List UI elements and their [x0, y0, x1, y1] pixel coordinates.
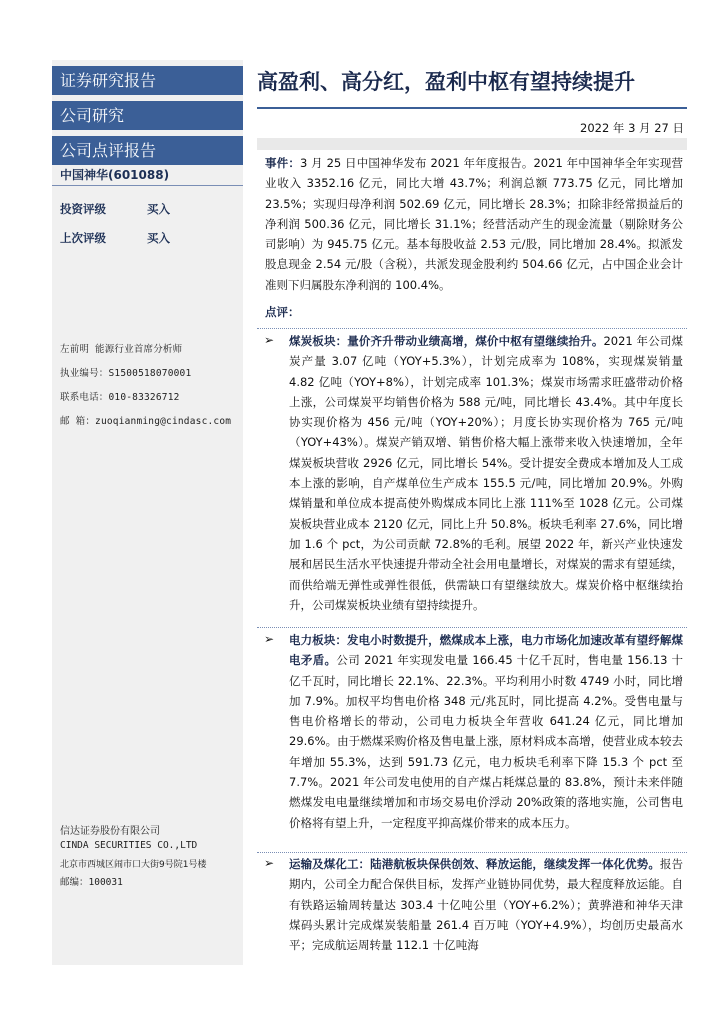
arrow-bullet-icon: ➢: [264, 333, 275, 347]
transport-chemical-text: 报告期内，公司全力配合保供目标，发挥产业链协同优势，最大程度释放运能。自有铁路运输周转量达 303.4 十亿吨公里（YOY+6.2%）；黄骅港和神华天津煤码头累计完成煤炭装船量 261.4 百万吨（YOY+4.9%），均创历史最高水平；完成航运周转量 112.1 十亿吨海: [289, 857, 683, 953]
date-band: [257, 138, 687, 150]
investment-rating: [60, 201, 170, 217]
event-lead: 事件：: [265, 156, 300, 170]
coal-segment-lead: 煤炭板块：量价齐升带动业绩高增，煤价中枢有望继续抬升。: [289, 334, 604, 348]
arrow-bullet-icon: ➢: [264, 632, 275, 646]
report-type-tag: 证券研究报告: [52, 66, 243, 95]
firm-address: 北京市西城区闹市口大街9号院1号楼: [60, 860, 207, 870]
arrow-bullet-icon: ➢: [264, 856, 275, 870]
power-segment-text: 公司 2021 年实现发电量 166.45 十亿千瓦时，售电量 156.13 十亿千瓦时，同比增长 22.1%、22.3%。平均利用小时数 4749 小时，同比增加 7.9%。加权平均售电价格 348 元/兆瓦时，同比提高 4.2%。受售电量与售电价格增长的带动，公司电力板块全年营收 641.24 亿元，同比增加 29.6%。由于燃煤采购价格及售电量上涨，原材料成本高增，使营业成本较去年增加 55.3%，达到 591.73 亿元，电力板块毛利率下降 15.3 个 pct 至 7.7%。2021 年公司发电使用的自产煤占耗煤总量的 83.8%，预计未来伴随燃煤发电电量继续增加和市场交易电价浮动 20%政策的落地实施，公司售电价格将有望上升，一定程度平抑高煤价带来的成本压力。: [289, 653, 683, 830]
report-subtype-tag: 公司点评报告: [52, 136, 243, 165]
analyst-name: 左前明 能源行业首席分析师: [60, 344, 183, 355]
rating-label: 投资评级: [60, 202, 106, 216]
firm-postcode: 邮编：100031: [60, 877, 123, 888]
bullet-separator: [257, 328, 687, 329]
sidebar-divider: [52, 185, 243, 186]
prev-rating-label: 上次评级: [60, 231, 106, 245]
power-segment-lead: 电力板块：发电小时数提升，燃煤成本上涨，电力市场化加速改革有望纾解煤电矛盾。: [289, 633, 683, 668]
prev-rating-value: 买入: [147, 231, 170, 245]
research-type-tag: 公司研究: [52, 101, 243, 130]
event-paragraph: [265, 153, 683, 295]
company-name-code: 中国神华(601088): [60, 168, 170, 182]
analyst-phone: 联系电话：010-83326712: [60, 392, 180, 403]
report-date: 2022 年 3 月 27 日: [580, 121, 684, 135]
transport-chemical-lead: 运输及煤化工：陆港航板块保供创效、释放运能，继续发挥一体化优势。: [289, 857, 660, 871]
bullet-separator: [257, 852, 687, 853]
transport-chemical-paragraph: [289, 854, 683, 955]
firm-name-en: CINDA SECURITIES CO.,LTD: [60, 840, 198, 851]
firm-name-cn: 信达证券股份有限公司: [60, 826, 160, 837]
event-text: 3 月 25 日中国神华发布 2021 年年度报告。2021 年中国神华全年实现营业收入 3352.16 亿元，同比大增 43.7%；利润总额 773.75 亿元，同比增加 23.5%；实现归母净利润 502.69 亿元，同比增长 28.3%；扣除非经常损益后的净利润 500.36 亿元，同比增长 31.1%；经营活动产生的现金流量（剔除财务公司影响）为 945.75 亿元。基本每股收益 2.53 元/股，同比增加 28.4%。拟派发股息现金 2.54 元/股（含税），共派发现金股利约 504.66 亿元，占中国企业会计准则下归属股东净利润的 100.4%。: [265, 156, 683, 292]
comments-heading: 点评：: [265, 305, 300, 319]
rating-value: 买入: [147, 202, 170, 216]
analyst-email: 邮 箱：zuoqianming@cindasc.com: [60, 416, 232, 427]
analyst-license: 执业编号：S1500518070001: [60, 368, 192, 379]
previous-rating: [60, 230, 170, 246]
report-title: 高盈利、高分红，盈利中枢有望持续提升: [257, 70, 635, 94]
coal-segment-paragraph: [289, 331, 683, 615]
bullet-separator: [257, 627, 687, 628]
power-segment-paragraph: [289, 630, 683, 833]
coal-segment-text: 2021 年公司煤炭产量 3.07 亿吨（YOY+5.3%），计划完成率为 108%，实现煤炭销量 4.82 亿吨（YOY+8%），计划完成率 101.3%；煤炭市场需求旺盛带动价格上涨，公司煤炭平均销售价格为 588 元/吨，同比增长 43.4%。其中年度长协实现价格为 456 元/吨（YOY+20%）；月度长协实现价格为 765 元/吨（YOY+43%）。煤炭产销双增、销售价格大幅上涨带来收入快速增加，全年煤炭板块营收 2926 亿元，同比增长 54%。受计提安全费成本增加及人工成本上涨的影响，自产煤单位生产成本 155.5 元/吨，同比增加 20.9%。外购煤销量和单位成本提高使外购煤成本同比上涨 111%至 1028 亿元。公司煤炭板块营业成本 2120 亿元，同比上升 50.8%。板块毛利率 27.6%，同比增加 1.6 个 pct，为公司贡献 72.8%的毛利。展望 2022 年，新兴产业快速发展和居民生活水平快速提升带动全社会用电量增长，对煤炭的需求有望延续，而供给端无弹性或弹性很低，供需缺口有望继续放大。煤炭价格中枢继续抬升，公司煤炭板块业绩有望持续提升。: [289, 334, 683, 612]
title-underline: [257, 107, 687, 109]
